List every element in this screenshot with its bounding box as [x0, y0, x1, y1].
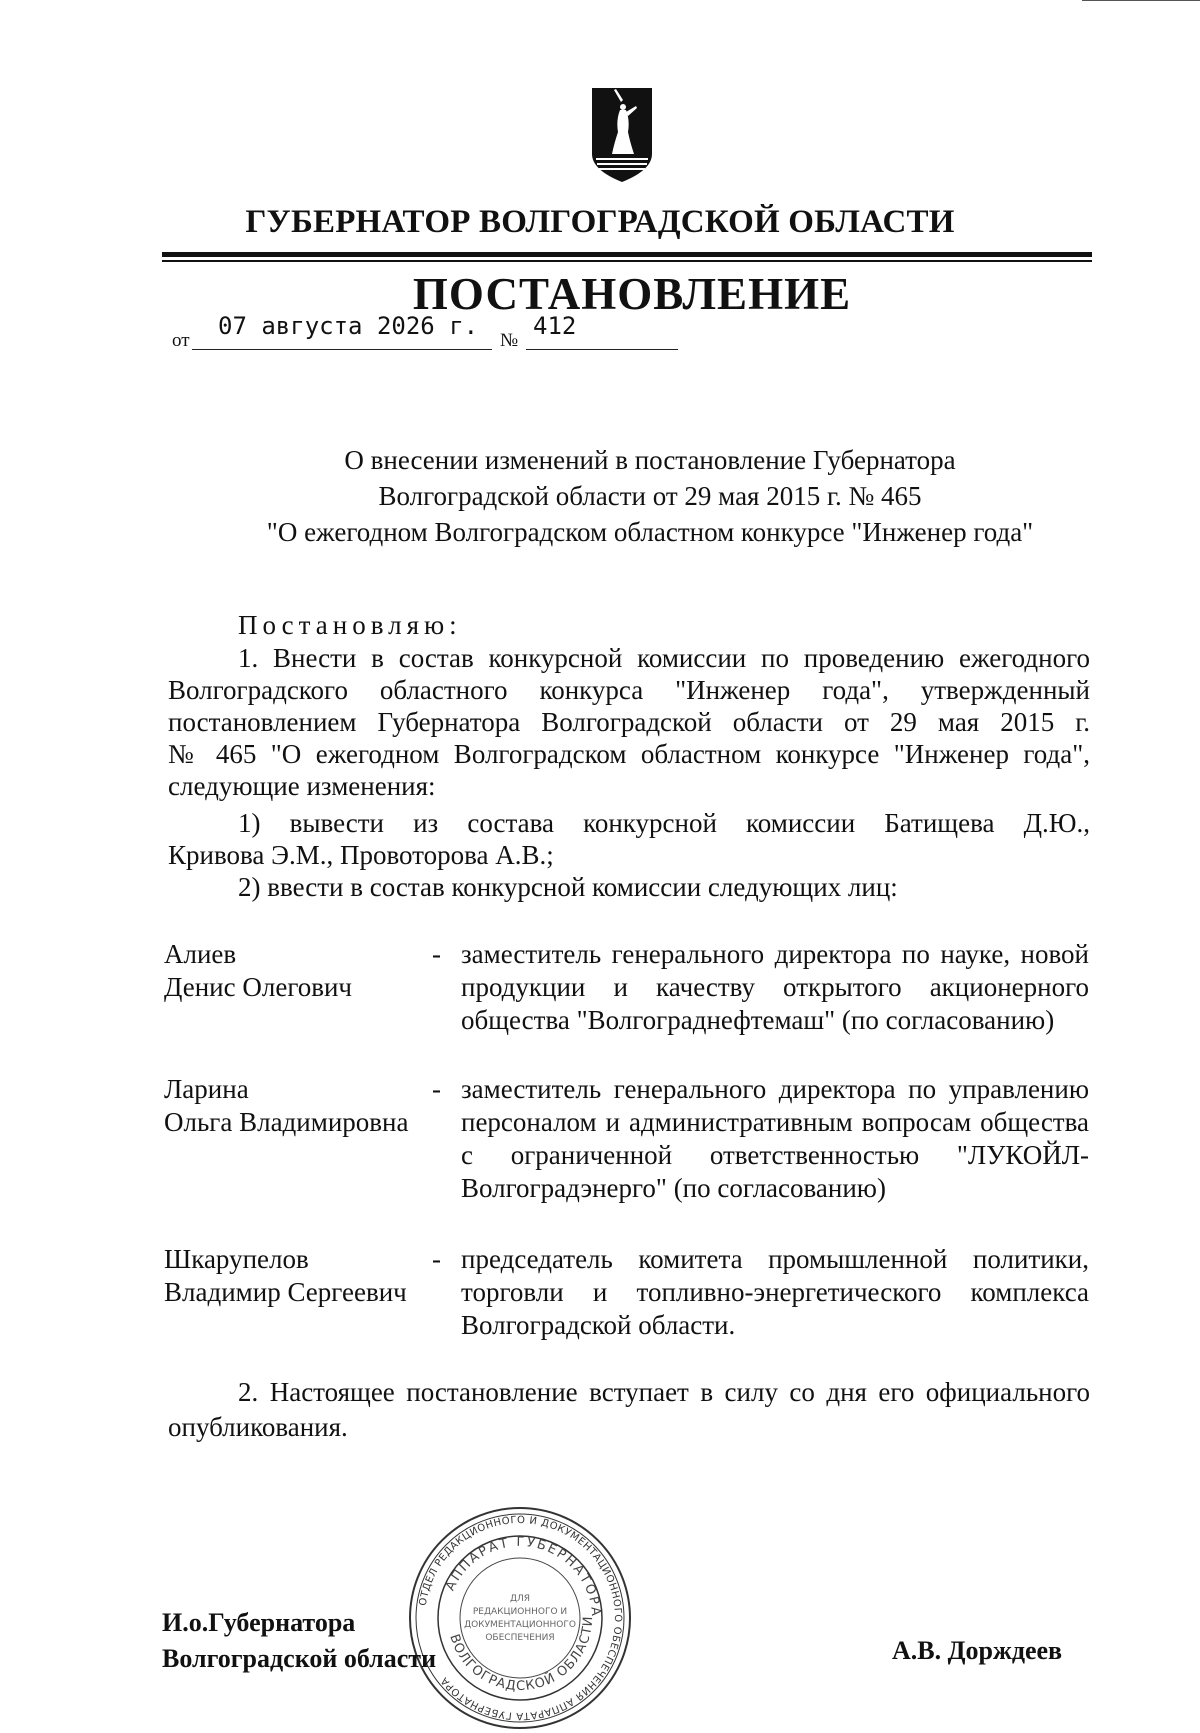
person-surname: Ларина — [164, 1074, 249, 1104]
document-number: 412 — [533, 312, 577, 340]
position-line: общества "Волгограднефтемаш" (по согласованию) — [461, 1005, 1055, 1035]
svg-text:РЕДАКЦИОННОГО И: РЕДАКЦИОННОГО И — [472, 1607, 568, 1617]
document-subject — [150, 442, 1150, 550]
subitem1-line: Кривова Э.М., Провоторова А.В.; — [168, 840, 554, 870]
position-line: заместитель генерального директора по управлению — [461, 1074, 1089, 1104]
preamble: Постановляю: — [238, 610, 462, 640]
signatory-position-line: И.о.Губернатора — [162, 1608, 356, 1637]
person-surname: Алиев — [164, 939, 237, 969]
svg-text:ДОКУМЕНТАЦИОННОГО: ДОКУМЕНТАЦИОННОГО — [464, 1620, 576, 1630]
item1-line: 1. Внести в состав конкурсной комиссии по проведению ежегодного — [238, 643, 1090, 673]
date-label: от — [172, 330, 190, 351]
item2-line: опубликования. — [168, 1412, 348, 1442]
item2-line: 2. Настоящее постановление вступает в силу со дня его официального — [238, 1377, 1090, 1407]
number-label: № — [500, 330, 519, 351]
item1-line: № 465 "О ежегодном Волгоградском областном конкурсе "Инженер года", — [168, 739, 1090, 769]
person-surname: Шкарупелов — [164, 1244, 309, 1274]
item1-line: следующие изменения: — [168, 771, 436, 801]
signatory-position — [162, 1605, 436, 1677]
coat-of-arms-emblem — [590, 86, 654, 184]
subject-line: О внесении изменений в постановление Губернатора — [344, 445, 956, 475]
person-dash: - — [432, 1244, 441, 1274]
position-line: с ограниченной ответственностью "ЛУКОЙЛ- — [461, 1140, 1089, 1170]
person-given-names: Ольга Владимировна — [164, 1107, 409, 1137]
person-given-names: Денис Олегович — [164, 972, 352, 1002]
document-date: 07 августа 2026 г. — [218, 312, 479, 340]
svg-text:ДЛЯ: ДЛЯ — [509, 1594, 531, 1604]
person-dash: - — [432, 939, 441, 969]
subject-line: Волгоградской области от 29 мая 2015 г. № 465 — [378, 481, 922, 511]
person-position — [461, 1073, 1089, 1205]
header-rule-thick — [162, 252, 1092, 257]
position-line: торговли и топливно-энергетического комплекса — [461, 1277, 1089, 1307]
position-line: персоналом и административным вопросам общества — [461, 1107, 1089, 1137]
signatory-name: А.В. Дорждеев — [892, 1636, 1063, 1665]
svg-text:ВОЛГОГРАДСКОЙ ОБЛАСТИ: ВОЛГОГРАДСКОЙ ОБЛАСТИ — [446, 1615, 597, 1695]
person-name — [164, 1243, 407, 1309]
official-seal-stamp — [405, 1503, 635, 1733]
person-given-names: Владимир Сергеевич — [164, 1277, 407, 1307]
issuing-authority: ГУБЕРНАТОР ВОЛГОГРАДСКОЙ ОБЛАСТИ — [245, 204, 955, 240]
signatory-position-line: Волгоградской области — [162, 1644, 437, 1673]
position-line: Волгоградэнерго" (по согласованию) — [461, 1173, 886, 1203]
item1-line: Волгоградского областного конкурса "Инженер года", утвержденный — [168, 675, 1090, 705]
position-line: продукции и качеству открытого акционерного — [461, 972, 1089, 1002]
header-rule-thin — [162, 260, 1092, 262]
person-name — [164, 1073, 408, 1139]
person-position — [461, 1243, 1089, 1342]
subject-line: "О ежегодном Волгоградском областном конкурсе "Инженер года" — [266, 517, 1034, 547]
position-line: заместитель генерального директора по науке, новой — [461, 939, 1089, 969]
scan-edge-mark — [1082, 0, 1200, 1]
svg-text:АППАРАТ ГУБЕРНАТОРА: АППАРАТ ГУБЕРНАТОРА — [442, 1534, 604, 1619]
position-line: Волгоградской области. — [461, 1310, 736, 1340]
position-line: председатель комитета промышленной политики, — [461, 1244, 1089, 1274]
subitem2-line: 2) ввести в состав конкурсной комиссии следующих лиц: — [238, 872, 898, 902]
subitem1-line: 1) вывести из состава конкурсной комиссии Батищева Д.Ю., — [238, 808, 1090, 838]
document-type-title: ПОСТАНОВЛЕНИЕ — [412, 269, 852, 319]
svg-text:ОБЕСПЕЧЕНИЯ: ОБЕСПЕЧЕНИЯ — [485, 1633, 555, 1643]
person-position — [461, 938, 1089, 1037]
person-name — [164, 938, 352, 1004]
svg-text:ОТДЕЛ РЕДАКЦИОННОГО И ДОКУМЕНТ: ОТДЕЛ РЕДАКЦИОННОГО И ДОКУМЕНТАЦИОННОГО ОБЕСПЕЧЕНИЯ АППАРАТА ГУБЕРНАТОРА — [417, 1514, 624, 1722]
person-dash: - — [432, 1074, 441, 1104]
item1-line: постановлением Губернатора Волгоградской области от 29 мая 2015 г. — [168, 707, 1090, 737]
date-underline — [192, 349, 492, 350]
number-underline — [526, 349, 678, 350]
